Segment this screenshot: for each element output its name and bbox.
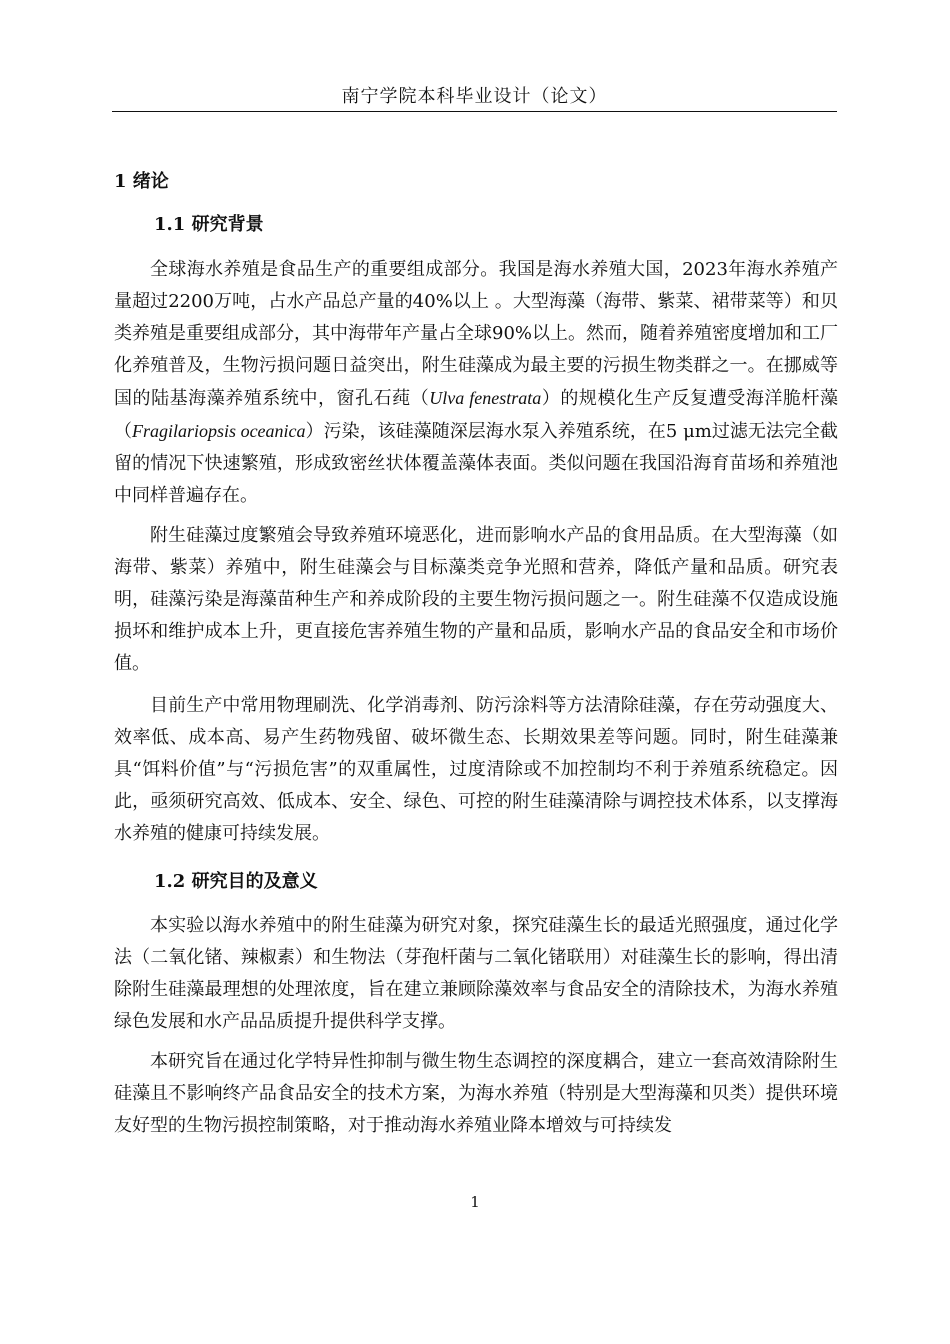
paragraph-purpose-1: 本实验以海水养殖中的附生硅藻为研究对象，探究硅藻生长的最适光照强度，通过化学法（二氧化锗、辣椒素）和生物法（芽孢杆菌与二氧化锗联用）对硅藻生长的影响，得出清除附生硅藻最理想的处理浓度，旨在建立兼顾除藻效率与食品安全的清除技术，为海水养殖绿色发展和水产品品质提升提供科学支撑。 bbox=[114, 915, 838, 1032]
chapter-heading: 1 绪论 bbox=[114, 171, 169, 192]
header-divider bbox=[112, 111, 837, 112]
page-header: 南宁学院本科毕业设计（论文） bbox=[341, 86, 608, 107]
paragraph-background-2: 附生硅藻过度繁殖会导致养殖环境恶化，进而影响水产品的食用品质。在大型海藻（如海带、紫菜）养殖中，附生硅藻会与目标藻类竞争光照和营养，降低产量和品质。研究表明，硅藻污染是海藻苗种生产和养成阶段的主要生物污损问题之一。附生硅藻不仅造成设施损坏和维护成本上升，更直接危害养殖生物的产量和品质，影响水产品的食品安全和市场价值。 bbox=[114, 525, 838, 674]
species-name: Ulva fenestrata bbox=[429, 388, 542, 408]
species-name: Fragilariopsis oceanica bbox=[132, 421, 306, 441]
paragraph-purpose-2: 本研究旨在通过化学特异性抑制与微生物生态调控的深度耦合，建立一套高效清除附生硅藻且不影响终产品食品安全的技术方案，为海水养殖（特别是大型海藻和贝类）提供环境友好型的生物污损控制策略，对于推动海水养殖业降本增效与可持续发 bbox=[114, 1051, 838, 1136]
section-heading-background: 1.1 研究背景 bbox=[154, 214, 264, 235]
paragraph-text: 全球海水养殖是食品生产的重要组成部分。我国是海水养殖大国，2023年海水养殖产量超过2200万吨，占水产品总产量的40%以上 。大型海藻（海带、紫菜、裙带菜等）和贝类养殖是重要组成部分，其中海带年产量占全球90%以上。然而，随着养殖密度增加和工厂化养殖普及，生物污损问题日益突出，附生硅藻成为最主要的污损生物类群之一。在挪威等国的陆基海藻养殖系统中，窗孔石莼（ bbox=[114, 259, 839, 409]
page-number: 1 bbox=[470, 1193, 480, 1211]
paragraph-background-1 bbox=[114, 254, 838, 512]
paragraph-text: ）污染，该硅藻随深层海水泵入养殖系统，在5 μm过滤无法完全截留的情况下快速繁殖，形成致密丝状体覆盖藻体表面。类似问题在我国沿海育苗场和养殖池中同样普遍存在。 bbox=[114, 421, 838, 506]
section-heading-purpose: 1.2 研究目的及意义 bbox=[154, 871, 318, 892]
paragraph-background-3: 目前生产中常用物理刷洗、化学消毒剂、防污涂料等方法清除硅藻，存在劳动强度大、效率低、成本高、易产生药物残留、破坏微生态、长期效果差等问题。同时，附生硅藻兼具“饵料价值”与“污损危害”的双重属性，过度清除或不加控制均不利于养殖系统稳定。因此，亟须研究高效、低成本、安全、绿色、可控的附生硅藻清除与调控技术体系，以支撑海水养殖的健康可持续发展。 bbox=[114, 695, 838, 844]
paragraph-text: ）的规模化生产反复遭受海洋脆杆藻（ bbox=[114, 388, 839, 442]
